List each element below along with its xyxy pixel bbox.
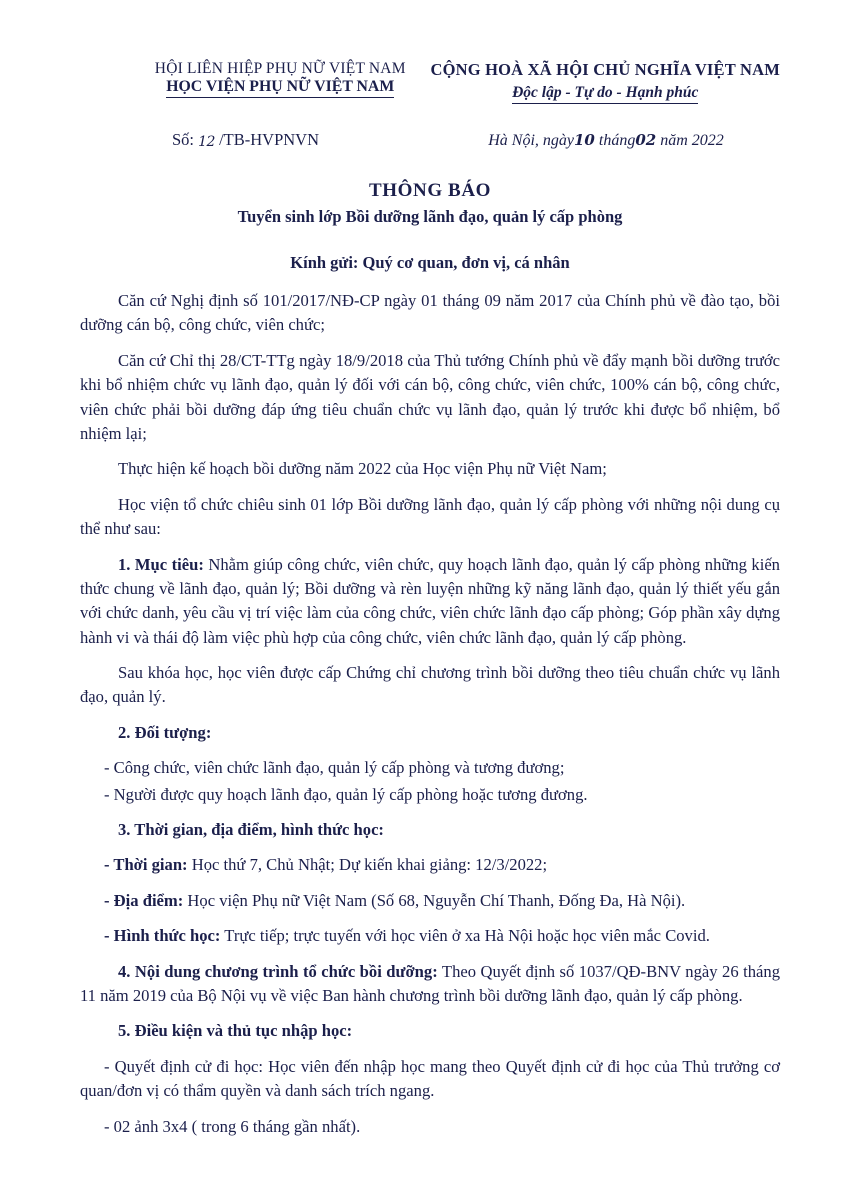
national-motto: Độc lập - Tự do - Hạnh phúc (512, 84, 698, 104)
issuing-organization (80, 60, 430, 98)
section-3-place (80, 889, 780, 913)
paragraph-announcement-intro: Học viện tổ chức chiêu sinh 01 lớp Bồi dưỡng lãnh đạo, quản lý cấp phòng với những nội dung cụ thể như sau: (80, 494, 780, 539)
date-day-handwritten: 10 (574, 131, 595, 149)
organization-parent-name: HỘI LIÊN HIỆP PHỤ NỮ VIỆT NAM (154, 60, 406, 77)
section-3-form-label: - Hình thức học: (104, 926, 221, 946)
place-date-prefix: Hà Nội, ngày (488, 132, 574, 149)
organization-name: HỌC VIỆN PHỤ NỮ VIỆT NAM (166, 78, 394, 98)
section-2-item-2: - Người được quy hoạch lãnh đạo, quản lý cấp phòng hoặc tương đương. (104, 784, 588, 804)
document-number-prefix: Số: (172, 130, 195, 149)
number-date-row (80, 130, 780, 150)
section-5-label: 5. Điều kiện và thủ tục nhập học: (118, 1021, 353, 1041)
paragraph-legal-basis-2: Căn cứ Chỉ thị 28/CT-TTg ngày 18/9/2018 của Thủ tướng Chính phủ về đẩy mạnh bồi dưỡng trước khi bổ nhiệm chức vụ lãnh đạo, quản lý đối với cán bộ, công chức, viên chức, 100% cán bộ, công chức, viên chức phải bồi dưỡng đáp ứng tiêu chuẩn chức vụ lãnh đạo, quản lý trước khi được bổ nhiệm, bổ nhiệm lại; (80, 350, 780, 443)
section-3-time-label: - Thời gian: (104, 855, 188, 875)
section-3-heading (80, 818, 780, 842)
date-year-label: năm 2022 (660, 132, 724, 149)
section-5-item-2: - 02 ảnh 3x4 ( trong 6 tháng gần nhất). (104, 1116, 361, 1136)
section-4-text: Theo Quyết định số 1037/QĐ-BNV ngày 26 tháng 11 năm 2019 của Bộ Nội vụ về việc Ban hành chương trình bồi dưỡng lãnh đạo, quản lý cấp phòng. (80, 961, 780, 1005)
section-2-label: 2. Đối tượng: (118, 722, 212, 742)
document-title: THÔNG BÁO (368, 180, 492, 201)
section-3-label: 3. Thời gian, địa điểm, hình thức học: (118, 820, 384, 840)
section-5-heading (80, 1019, 780, 1043)
section-1-objective (80, 553, 780, 651)
section-4-content (80, 960, 780, 1009)
section-3-form (80, 924, 780, 948)
national-heading (430, 60, 780, 104)
section-4-label: 4. Nội dung chương trình tổ chức bồi dưỡng: (118, 961, 438, 981)
document-number (80, 130, 432, 150)
section-3-place-label: - Địa điểm: (104, 890, 184, 910)
place-date (432, 131, 780, 150)
section-3-form-text: Trực tiếp; trực tuyến với học viên ở xa Hà Nội hoặc học viên mắc Covid. (220, 926, 710, 946)
document-number-suffix: /TB-HVPNVN (219, 130, 320, 149)
country-name: CỘNG HOÀ XÃ HỘI CHỦ NGHĨA VIỆT NAM (430, 60, 780, 79)
letterhead (80, 60, 780, 104)
section-1-note: Sau khóa học, học viên được cấp Chứng chỉ chương trình bồi dưỡng theo tiêu chuẩn chức vụ lãnh đạo, quản lý. (80, 663, 780, 707)
date-month-handwritten: 02 (635, 131, 657, 149)
section-3-time (80, 853, 780, 877)
section-5-item-1: - Quyết định cử đi học: Học viên đến nhập học mang theo Quyết định cử đi học của Thủ trưởng cơ quan/đơn vị có thẩm quyền và danh sách trích ngang. (80, 1056, 780, 1101)
section-1-text: Nhằm giúp công chức, viên chức, quy hoạch lãnh đạo, quản lý cấp phòng những kiến thức chung về lãnh đạo, quản lý; Bồi dưỡng và rèn luyện những kỹ năng lãnh đạo, quản lý thiết yếu gắn với chức danh, yêu cầu vị trí việc làm của công chức, viên chức lãnh đạo cấp phòng; Góp phần xây dựng hành vi và thái độ làm việc phù hợp của công chức, viên chức lãnh đạo, quản lý cấp phòng. (80, 554, 780, 647)
section-3-time-text: Học thứ 7, Chủ Nhật; Dự kiến khai giảng: 12/3/2022; (187, 855, 548, 875)
date-month-label: tháng (598, 132, 636, 149)
paragraph-legal-basis-3: Thực hiện kế hoạch bồi dưỡng năm 2022 của Học viện Phụ nữ Việt Nam; (118, 459, 607, 479)
document-subtitle: Tuyển sinh lớp Bồi dưỡng lãnh đạo, quản lý cấp phòng (237, 207, 623, 226)
addressee-line: Kính gửi: Quý cơ quan, đơn vị, cá nhân (290, 253, 570, 272)
section-3-place-text: Học viện Phụ nữ Việt Nam (Số 68, Nguyễn Chí Thanh, Đống Đa, Hà Nội). (183, 890, 686, 910)
paragraph-legal-basis-1: Căn cứ Nghị định số 101/2017/NĐ-CP ngày 01 tháng 09 năm 2017 của Chính phủ về đào tạo, bồi dưỡng cán bộ, công chức, viên chức; (80, 291, 780, 335)
document-body (80, 289, 780, 1139)
section-1-label: 1. Mục tiêu: (118, 554, 204, 574)
section-2-heading (80, 721, 780, 745)
document-number-handwritten: 12 (198, 134, 215, 150)
section-2-item-1: - Công chức, viên chức lãnh đạo, quản lý cấp phòng và tương đương; (104, 758, 565, 778)
